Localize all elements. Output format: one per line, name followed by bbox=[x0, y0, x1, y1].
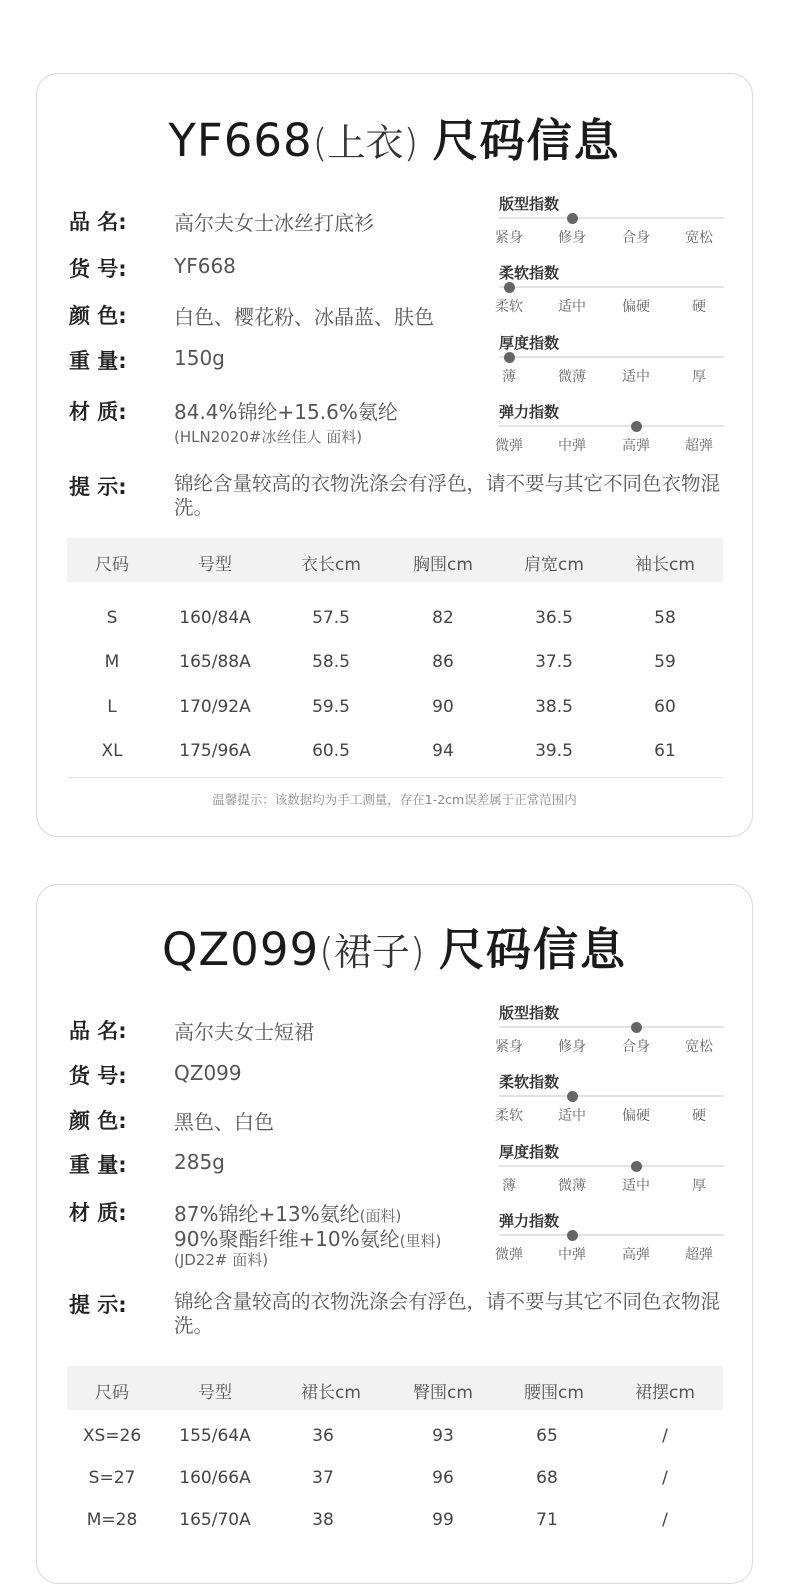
header-spec: 号型 bbox=[198, 555, 232, 575]
table-cell: 90 bbox=[432, 697, 454, 717]
size-card-top bbox=[36, 73, 753, 837]
table-cell: 96 bbox=[432, 1468, 454, 1488]
scale-option: 紧身 bbox=[495, 230, 523, 246]
table-cell: 155/64A bbox=[179, 1426, 251, 1446]
header-spec: 号型 bbox=[198, 1383, 232, 1403]
header-hip: 臀围cm bbox=[413, 1383, 473, 1403]
scale-option: 适中 bbox=[558, 1108, 586, 1124]
scale-option: 中弹 bbox=[558, 438, 586, 454]
material-line3: (JD22# 面料) bbox=[174, 1251, 269, 1269]
scale-option: 微弹 bbox=[495, 438, 523, 454]
table-cell: / bbox=[662, 1468, 668, 1488]
table-cell: / bbox=[662, 1426, 668, 1446]
scale-marker bbox=[567, 1091, 578, 1102]
table-header bbox=[67, 538, 723, 582]
table-cell: 38.5 bbox=[535, 697, 573, 717]
scale-name: 柔软指数 bbox=[499, 264, 560, 282]
header-hem: 裙摆cm bbox=[635, 1383, 695, 1403]
fit-index bbox=[495, 194, 724, 246]
table-cell: 59.5 bbox=[312, 697, 350, 717]
table-cell: 61 bbox=[654, 741, 676, 761]
header-waist: 腰围cm bbox=[524, 1383, 584, 1403]
table-cell: 160/84A bbox=[179, 608, 251, 628]
softness-index bbox=[495, 263, 724, 315]
color-label: 颜 色: bbox=[69, 304, 127, 328]
footnote: 温馨提示：该数据均为手工测量，存在1-2cm误差属于正常范围内 bbox=[212, 792, 577, 807]
scale-track bbox=[499, 356, 724, 358]
card-title bbox=[37, 104, 752, 169]
scale-track bbox=[499, 425, 724, 427]
thickness-index bbox=[499, 333, 724, 385]
thickness-index bbox=[499, 1142, 724, 1194]
item-no-value: YF668 bbox=[174, 254, 236, 278]
item-no-label: 货 号: bbox=[69, 257, 127, 281]
name-label: 品 名: bbox=[69, 210, 127, 234]
elasticity-index bbox=[495, 402, 724, 454]
softness-index bbox=[495, 1072, 724, 1124]
table-cell: 165/70A bbox=[179, 1510, 251, 1530]
scale-marker bbox=[567, 213, 578, 224]
table-cell: M=28 bbox=[86, 1510, 138, 1530]
table-cell: XL bbox=[101, 741, 123, 761]
product-code: YF668 bbox=[168, 114, 313, 167]
scale-option: 微薄 bbox=[558, 369, 586, 385]
table-cell: 65 bbox=[536, 1426, 558, 1446]
scale-marker bbox=[631, 1022, 642, 1033]
scale-marker bbox=[631, 1161, 642, 1172]
table-cell: XS=26 bbox=[82, 1426, 142, 1446]
elasticity-index bbox=[495, 1211, 724, 1263]
scale-marker bbox=[567, 1230, 578, 1241]
weight-label: 重 量: bbox=[69, 1153, 127, 1177]
table-cell: / bbox=[662, 1510, 668, 1530]
scale-name: 弹力指数 bbox=[499, 403, 560, 421]
scale-option: 高弹 bbox=[622, 1247, 650, 1263]
material-label: 材 质: bbox=[69, 400, 127, 424]
table-cell: S=27 bbox=[88, 1468, 136, 1488]
table-cell: 38 bbox=[312, 1510, 334, 1530]
header-size: 尺码 bbox=[95, 1383, 129, 1403]
name-label: 品 名: bbox=[69, 1019, 127, 1043]
scale-marker bbox=[504, 352, 515, 363]
scale-option: 厚 bbox=[692, 1178, 706, 1194]
name-value: 高尔夫女士冰丝打底衫 bbox=[174, 211, 374, 235]
scale-option: 微弹 bbox=[495, 1247, 523, 1263]
scale-option: 超弹 bbox=[685, 1247, 713, 1263]
scale-option: 适中 bbox=[558, 299, 586, 315]
color-label: 颜 色: bbox=[69, 1109, 127, 1133]
table-cell: 59 bbox=[654, 652, 676, 672]
table-cell: 165/88A bbox=[179, 652, 251, 672]
scale-track bbox=[499, 1026, 724, 1028]
size-table bbox=[67, 538, 723, 761]
scale-track bbox=[499, 1234, 724, 1236]
table-cell: 60 bbox=[654, 697, 676, 717]
material-label: 材 质: bbox=[69, 1201, 127, 1225]
scale-option: 宽松 bbox=[685, 230, 713, 246]
table-cell: 170/92A bbox=[179, 697, 251, 717]
table-cell: 58.5 bbox=[312, 652, 350, 672]
scale-name: 版型指数 bbox=[499, 195, 560, 213]
material-value: 84.4%锦纶+15.6%氨纶 bbox=[174, 400, 398, 424]
scale-option: 宽松 bbox=[685, 1039, 713, 1055]
scale-option: 适中 bbox=[622, 369, 650, 385]
table-cell: 175/96A bbox=[179, 741, 251, 761]
scale-track bbox=[499, 286, 724, 288]
weight-value: 285g bbox=[174, 1150, 225, 1174]
scale-option: 超弹 bbox=[685, 438, 713, 454]
note-value: 锦纶含量较高的衣物洗涤会有浮色，请不要与其它不同色衣物混洗。 bbox=[174, 472, 721, 519]
scale-name: 弹力指数 bbox=[499, 1212, 560, 1230]
table-cell: M bbox=[104, 652, 120, 672]
scale-option: 偏硬 bbox=[622, 1108, 650, 1124]
table-cell: 68 bbox=[536, 1468, 558, 1488]
material-sub: (HLN2020#冰丝佳人 面料) bbox=[174, 428, 363, 446]
table-cell: S bbox=[106, 608, 118, 628]
scale-option: 柔软 bbox=[495, 1108, 523, 1124]
table-cell: 82 bbox=[432, 608, 454, 628]
table-cell: 60.5 bbox=[312, 741, 350, 761]
weight-label: 重 量: bbox=[69, 349, 127, 373]
table-cell: 36.5 bbox=[535, 608, 573, 628]
table-cell: 37 bbox=[312, 1468, 334, 1488]
scale-track bbox=[499, 217, 724, 219]
scale-option: 合身 bbox=[622, 230, 650, 246]
scale-option: 中弹 bbox=[558, 1247, 586, 1263]
note-label: 提 示: bbox=[69, 475, 127, 499]
scale-option: 厚 bbox=[692, 369, 706, 385]
scale-option: 柔软 bbox=[495, 299, 523, 315]
fit-index bbox=[495, 1003, 724, 1055]
scale-option: 硬 bbox=[692, 299, 706, 315]
table-cell: 99 bbox=[432, 1510, 454, 1530]
scale-track bbox=[499, 1165, 724, 1167]
header-sleeve: 袖长cm bbox=[635, 555, 695, 575]
table-cell: 36 bbox=[312, 1426, 334, 1446]
title-main: 尺码信息 bbox=[439, 923, 628, 976]
card-title bbox=[37, 913, 752, 978]
table-cell: 71 bbox=[536, 1510, 558, 1530]
table-header bbox=[67, 1366, 723, 1410]
scale-option: 薄 bbox=[502, 369, 516, 385]
size-card-bottom bbox=[36, 884, 753, 1584]
scale-option: 偏硬 bbox=[622, 299, 650, 315]
scale-name: 版型指数 bbox=[499, 1004, 560, 1022]
scale-option: 修身 bbox=[558, 230, 586, 246]
size-table bbox=[67, 1366, 723, 1530]
color-value: 黑色、白色 bbox=[174, 1110, 274, 1134]
scale-marker bbox=[504, 282, 515, 293]
item-no-label: 货 号: bbox=[69, 1064, 127, 1088]
table-cell: 93 bbox=[432, 1426, 454, 1446]
material-line2-text: 90%聚酯纤维+10%氨纶 bbox=[174, 1227, 400, 1251]
scale-marker bbox=[631, 421, 642, 432]
note-label: 提 示: bbox=[69, 1293, 127, 1317]
scale-option: 紧身 bbox=[495, 1039, 523, 1055]
header-length: 衣长cm bbox=[301, 555, 361, 575]
scale-option: 修身 bbox=[558, 1039, 586, 1055]
table-cell: 94 bbox=[432, 741, 454, 761]
product-type: (裙子) bbox=[319, 930, 425, 974]
scale-name: 厚度指数 bbox=[499, 334, 560, 352]
table-divider bbox=[67, 777, 723, 778]
table-cell: 160/66A bbox=[179, 1468, 251, 1488]
header-bust: 胸围cm bbox=[413, 555, 473, 575]
title-main: 尺码信息 bbox=[432, 114, 621, 167]
scale-option: 合身 bbox=[622, 1039, 650, 1055]
product-code: QZ099 bbox=[161, 923, 320, 976]
table-cell: 37.5 bbox=[535, 652, 573, 672]
material-line2 bbox=[174, 1223, 441, 1252]
scale-option: 高弹 bbox=[622, 438, 650, 454]
header-size: 尺码 bbox=[95, 555, 129, 575]
scale-name: 柔软指数 bbox=[499, 1073, 560, 1091]
scale-option: 薄 bbox=[502, 1178, 516, 1194]
note-value: 锦纶含量较高的衣物洗涤会有浮色，请不要与其它不同色衣物混洗。 bbox=[174, 1290, 721, 1337]
header-skirt-length: 裙长cm bbox=[301, 1383, 361, 1403]
table-cell: 58 bbox=[654, 608, 676, 628]
name-value: 高尔夫女士短裙 bbox=[174, 1020, 314, 1044]
table-cell: 39.5 bbox=[535, 741, 573, 761]
table-cell: 57.5 bbox=[312, 608, 350, 628]
material-line2-note: (里料) bbox=[399, 1232, 442, 1250]
item-no-value: QZ099 bbox=[174, 1061, 242, 1085]
weight-value: 150g bbox=[174, 346, 225, 370]
scale-option: 适中 bbox=[622, 1178, 650, 1194]
table-cell: L bbox=[107, 697, 117, 717]
color-value: 白色、樱花粉、冰晶蓝、肤色 bbox=[174, 305, 434, 329]
header-shoulder: 肩宽cm bbox=[524, 555, 584, 575]
table-cell: 86 bbox=[432, 652, 454, 672]
scale-track bbox=[499, 1095, 724, 1097]
material-line1-text: 87%锦纶+13%氨纶 bbox=[174, 1202, 360, 1226]
scale-option: 微薄 bbox=[558, 1178, 586, 1194]
product-type: (上衣) bbox=[312, 121, 419, 165]
scale-name: 厚度指数 bbox=[499, 1143, 560, 1161]
material-line1-note: (面料) bbox=[359, 1207, 402, 1225]
scale-option: 硬 bbox=[692, 1108, 706, 1124]
